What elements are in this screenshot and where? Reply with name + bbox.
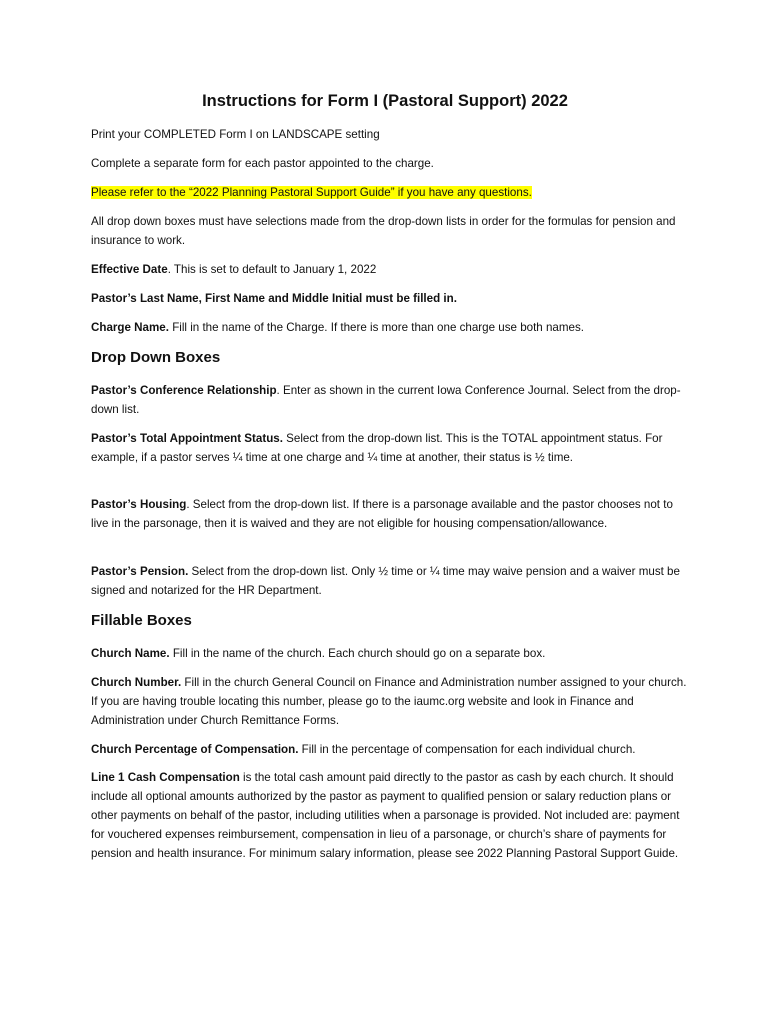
appointment-status-text: Select from the drop-down list. This is the TOTAL appointment status. For example, if a pastor serves ¼ time at one charge and ¼ time at another, their status is ½ time. bbox=[91, 432, 663, 464]
pension-paragraph bbox=[91, 562, 691, 600]
charge-name-paragraph bbox=[91, 318, 691, 337]
guide-reference bbox=[91, 183, 691, 202]
line1-paragraph bbox=[91, 768, 691, 863]
appointment-status-label: Pastor’s Total Appointment Status. bbox=[91, 432, 283, 445]
percentage-text: Fill in the percentage of compensation for each individual church. bbox=[298, 743, 636, 756]
percentage-label: Church Percentage of Compensation. bbox=[91, 743, 299, 756]
appointment-status-paragraph bbox=[91, 429, 691, 467]
conference-relationship-text: . Enter as shown in the current Iowa Conference Journal. Select from the drop-down list. bbox=[91, 384, 681, 416]
pension-label: Pastor’s Pension. bbox=[91, 565, 189, 578]
church-number-label: Church Number. bbox=[91, 676, 182, 689]
line1-label: Line 1 Cash Compensation bbox=[91, 771, 240, 784]
guide-reference-highlight: Please refer to the “2022 Planning Pastoral Support Guide” if you have any questions. bbox=[91, 186, 532, 199]
conference-relationship-label: Pastor’s Conference Relationship bbox=[91, 384, 277, 397]
pastor-name-paragraph bbox=[91, 289, 691, 308]
conference-relationship-paragraph bbox=[91, 381, 691, 419]
dropdown-boxes-heading: Drop Down Boxes bbox=[91, 349, 221, 366]
line1-text: is the total cash amount paid directly to the pastor as cash by each church. It should include all optional amounts authorized by the pastor as payment to qualified pension or salary reduction plans or other payments on behalf of the pastor, including utilities when a parsonage is provided. Not included are: payment for vouchered expenses reimbursement, compensation in lieu of a parsonage, or church’s share of payments for pension and health insurance. For minimum salary information, please see 2022 Planning Pastoral Support Guide. bbox=[91, 771, 680, 860]
effective-date-paragraph bbox=[91, 260, 691, 279]
effective-date-label: Effective Date bbox=[91, 263, 168, 276]
percentage-paragraph bbox=[91, 740, 691, 759]
fillable-boxes-heading: Fillable Boxes bbox=[91, 612, 192, 629]
print-instruction: Print your COMPLETED Form I on LANDSCAPE setting bbox=[91, 128, 380, 141]
separate-form-instruction: Complete a separate form for each pastor appointed to the charge. bbox=[91, 157, 434, 170]
document-title: Instructions for Form I (Pastoral Support) 2022 bbox=[202, 92, 568, 110]
housing-text: . Select from the drop-down list. If there is a parsonage available and the pastor chooses not to live in the parsonage, then it is waived and they are not eligible for housing compensation/allowance. bbox=[91, 498, 673, 530]
charge-name-label: Charge Name. bbox=[91, 321, 169, 334]
church-name-label: Church Name. bbox=[91, 647, 170, 660]
pension-text: Select from the drop-down list. Only ½ time or ¼ time may waive pension and a waiver must be signed and notarized for the HR Department. bbox=[91, 565, 680, 597]
charge-name-text: Fill in the name of the Charge. If there is more than one charge use both names. bbox=[168, 321, 585, 334]
church-name-text: Fill in the name of the church. Each church should go on a separate box. bbox=[169, 647, 546, 660]
dropdown-requirement: All drop down boxes must have selections made from the drop-down lists in order for the formulas for pension and insurance to work. bbox=[91, 215, 676, 247]
church-number-paragraph bbox=[91, 673, 691, 730]
effective-date-text: . This is set to default to January 1, 2022 bbox=[167, 263, 377, 276]
housing-label: Pastor’s Housing bbox=[91, 498, 187, 511]
pastor-name-requirement: Pastor’s Last Name, First Name and Middle Initial must be filled in. bbox=[91, 292, 457, 305]
church-number-text: Fill in the church General Council on Finance and Administration number assigned to your church. If you are having trouble locating this number, please go to the iaumc.org website and look in Finance and Administration under Church Remittance Forms. bbox=[91, 676, 687, 727]
church-name-paragraph bbox=[91, 644, 691, 663]
housing-paragraph bbox=[91, 495, 691, 533]
